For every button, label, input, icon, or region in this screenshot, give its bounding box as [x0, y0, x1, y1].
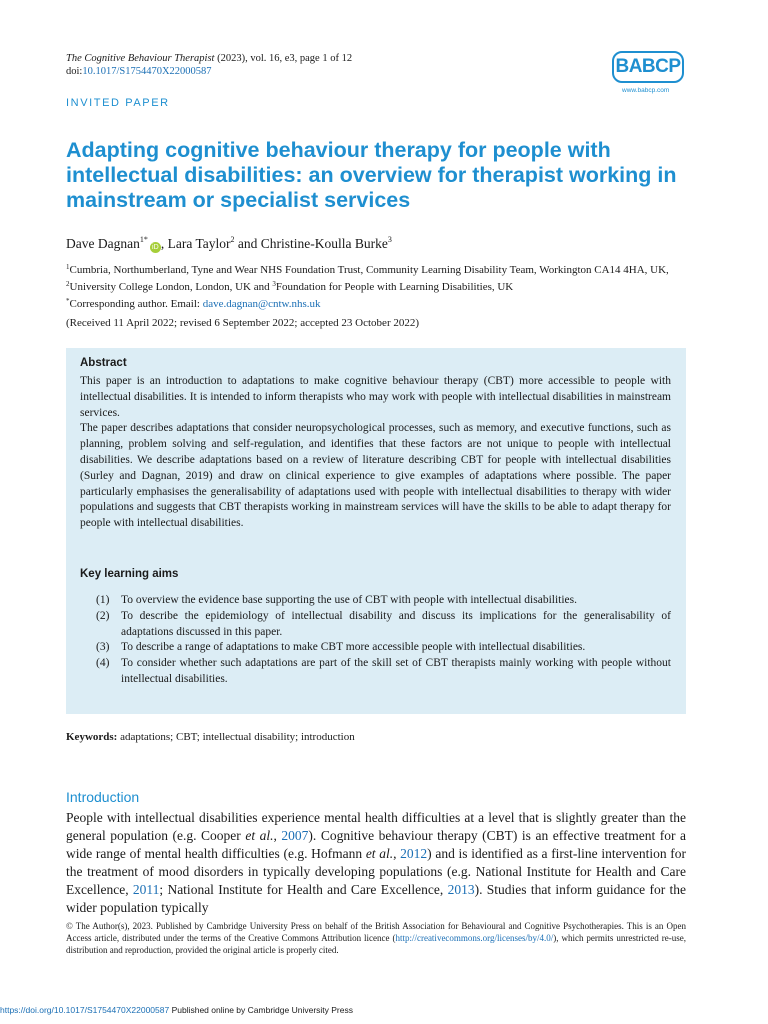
- citation-link[interactable]: 2013: [447, 882, 475, 897]
- author-sup: 3: [387, 235, 392, 244]
- author-sup: 2: [230, 235, 235, 244]
- intro-text: ; National Institute for Health and Care Excellence,: [159, 882, 448, 897]
- page-footer: [0, 1005, 768, 1015]
- aim-number: (4): [96, 657, 110, 670]
- affiliations: [66, 260, 686, 312]
- citation-link[interactable]: 2012: [400, 846, 428, 861]
- corresponding-label: Corresponding author. Email:: [69, 298, 203, 311]
- license-text: ), which permits unrestricted re-use, distribution and reproduction, provided the original article is properly cited.: [66, 932, 686, 955]
- doi-prefix: doi:: [66, 66, 83, 77]
- author-separator: and: [234, 236, 261, 251]
- citation-link[interactable]: 2011: [132, 882, 160, 897]
- intro-text: ). Cognitive behaviour therapy (CBT) is an effective treatment for a wide range of mental health difficulties (e.g. Hofmann: [66, 828, 687, 861]
- intro-text: People with intellectual disabilities experience mental health difficulties at a level that is slightly greater than the general population (e.g. Cooper: [66, 810, 686, 843]
- intro-text: ). Studies that inform guidance for the wider population typically: [66, 882, 686, 915]
- journal-citation: [66, 52, 352, 78]
- article-type: INVITED PAPER: [66, 97, 170, 109]
- author-name[interactable]: Christine-Koulla Burke: [260, 236, 388, 251]
- aim-number: (2): [96, 609, 110, 622]
- abstract-body: [80, 374, 671, 532]
- affil-sup: 3: [272, 280, 276, 289]
- aim-number: (1): [96, 594, 110, 606]
- license-link[interactable]: http://creativecommons.org/licenses/by/4.0/: [395, 932, 554, 943]
- affil-sup: 1: [66, 263, 70, 271]
- journal-name: The Cognitive Behaviour Therapist: [66, 53, 215, 64]
- list-item: [96, 656, 671, 688]
- list-item: [96, 640, 671, 656]
- author-name[interactable]: Dave Dagnan: [66, 236, 140, 251]
- author-list: [66, 231, 392, 253]
- intro-text: ,: [273, 828, 282, 843]
- license-notice: [66, 921, 686, 956]
- intro-etal: et al.: [365, 846, 394, 861]
- abstract-paragraph: The paper describes adaptations that consider neuropsychological processes, such as memory, and executive functions, such as planning, problem solving and self-regulation, and identifies that these factors are not unique to people with intellectual disabilities. We describe adaptations based on a review of literature describing CBT for people with intellectual disabilities (Surley and Dagnan, 2019) and draw on clinical experience to give examples of adaptations where possible. The paper particularly emphasises the generalisability of adaptations used with people with intellectual disabilities to therapy with wider populations and suggests that CBT therapists working in mainstream services will have the skills to be able to adapt therapy for people with intellectual disabilities.: [80, 422, 671, 530]
- aim-text: To consider whether such adaptations are part of the skill set of CBT therapists mainly working with people without intellectual disabilities.: [121, 657, 671, 685]
- corr-sup: *: [66, 297, 70, 306]
- affiliation-3: Foundation for People with Learning Disabilities, UK: [275, 281, 514, 294]
- list-item: [96, 609, 671, 641]
- keywords-label: Keywords:: [66, 731, 118, 743]
- intro-text: ) and is identified as a first-line intervention for the treatment of mood disorders in typically developing populations (e.g. National Institute for Health and Care Excellence,: [66, 846, 687, 897]
- abstract-paragraph: This paper is an introduction to adaptations to make cognitive behaviour therapy (CBT) more accessible to people with intellectual disabilities. It is intended to inform therapists who may work with people with intellectual disabilities in mainstream services.: [80, 375, 671, 419]
- introduction-heading: Introduction: [66, 789, 140, 805]
- abstract-heading: Abstract: [80, 357, 127, 369]
- keywords: [66, 731, 355, 743]
- aims-list: [96, 593, 671, 688]
- footer-doi-link[interactable]: https://doi.org/10.1017/S1754470X22000587: [0, 1005, 170, 1015]
- affiliation-1: Cumbria, Northumberland, Tyne and Wear NHS Foundation Trust, Community Learning Disability Team, Workington CA14 4HA, UK,: [69, 264, 669, 276]
- babcp-logo-url: www.babcp.com: [622, 87, 670, 94]
- intro-text: ,: [393, 846, 401, 861]
- doi-link[interactable]: 10.1017/S1754470X22000587: [82, 66, 212, 77]
- affil-sup: 2: [66, 280, 70, 289]
- article-title: Adapting cognitive behaviour therapy for people with intellectual disabilities: an overview for therapist working in mainstream or specialist services: [66, 138, 677, 212]
- author-name[interactable]: Lara Taylor: [167, 236, 231, 251]
- received-dates: (Received 11 April 2022; revised 6 September 2022; accepted 23 October 2022): [66, 317, 420, 329]
- orcid-icon[interactable]: iD: [150, 242, 161, 253]
- introduction-body: [66, 809, 686, 917]
- citation-link[interactable]: 2007: [281, 828, 309, 843]
- aim-number: (3): [96, 641, 110, 654]
- journal-volume: (2023), vol. 16, e3, page 1 of 12: [214, 53, 353, 64]
- affiliation-2: University College London, London, UK and: [69, 281, 273, 294]
- babcp-logo[interactable]: [612, 51, 684, 95]
- list-item: [96, 593, 671, 609]
- keywords-text: adaptations; CBT; intellectual disability; introduction: [117, 731, 355, 743]
- author-sup: 1*: [139, 235, 148, 244]
- footer-text: Published online by Cambridge University Press: [169, 1005, 353, 1015]
- intro-etal: et al.: [245, 828, 274, 843]
- author-separator: ,: [160, 236, 168, 251]
- aim-text: To describe the epidemiology of intellectual disability and discuss its implications for the generalisability of adaptations discussed in this paper.: [121, 609, 671, 638]
- aim-text: To describe a range of adaptations to make CBT more accessible people with intellectual disabilities.: [121, 641, 586, 654]
- aim-text: To overview the evidence base supporting the use of CBT with people with intellectual disabilities.: [121, 594, 578, 606]
- aims-heading: Key learning aims: [80, 568, 179, 580]
- babcp-logo-mark: BABCP: [612, 51, 684, 83]
- corresponding-email-link[interactable]: dave.dagnan@cntw.nhs.uk: [202, 298, 321, 311]
- license-text: © The Author(s), 2023. Published by Cambridge University Press on behalf of the British Association for Behavioural and Cognitive Psychotherapies. This is an Open Access article, distributed under the terms of the Creative Commons Attribution licence (: [66, 921, 686, 943]
